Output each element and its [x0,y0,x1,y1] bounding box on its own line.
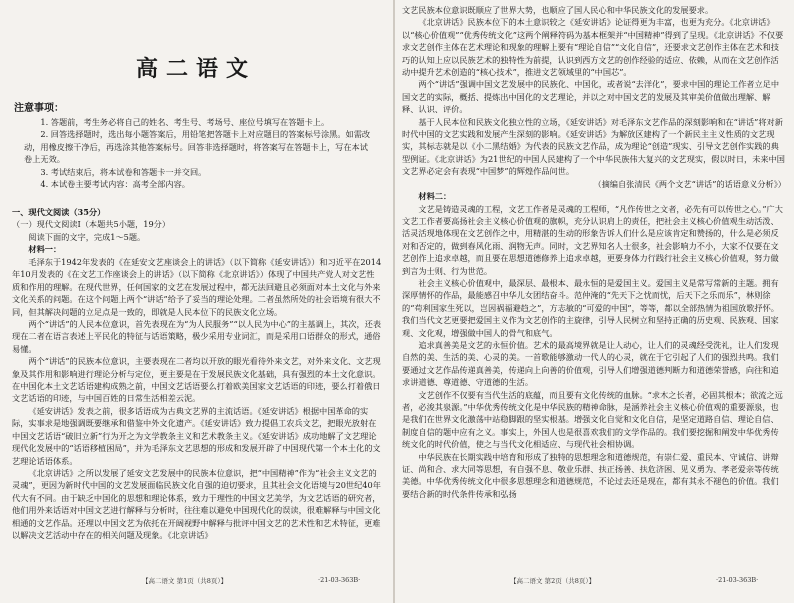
subsection-heading: （一）现代文阅读Ⅰ（本题共5小题，19分） [12,219,171,230]
article-paragraph: 两个“讲话”强调中国文艺发展中的民族化、中国化，或者说“去洋化”，要求中国的理论工作者立足中国文艺的实际，概括、提炼出中国化的文艺理论，并以之对中国文艺的发展及其审美价值做出理解、解释、认识、评价。 [402,79,780,115]
left-page [0,0,392,603]
page-title: 高二语文 [135,56,256,82]
section-heading: 一、现代文阅读（35分） [12,207,106,217]
article-paragraph: 两个“讲话”的民族本位意识，主要表现在二者均以开放的眼光看待外来文艺，对外来文化、文艺现象及其作用和影响进行理论分析与定位，更主要是在于发展民族文化基础，具有强烈的本土文化意识。在中国化本土文艺话语建构成熟之前，中国文艺话语要么打着欧美国家文艺话语的印迹，要么打着俄日文艺话语的印迹，与中国百姓的日常生活相差云泥。 [12,356,381,404]
notice-list [24,116,376,190]
article-paragraph: 《延安讲话》发表之前，很多话语成为古典文艺界的主流话语。《延安讲话》根据中国革命的实际，实事求是地强调既要继承和借鉴中外文化遗产。《延安讲话》致力提倡工农兵文艺，把眼光放射在中国文艺话语“破旧立新”行为开之为文学教条主义和艺术教条主义。《延安讲话》成功地解了文艺理论现代化发展中的“话语移植困局”，并为毛泽东文艺思想的形成和发展开辟了中国现代第一个本土化的文艺理论话语体系。 [12,405,381,466]
source-citation: （摘编自张清民《两个文艺“讲话”的话语意义分析》） [593,178,786,189]
notice-item: 2. 回答选择题时，选出每小题答案后，用铅笔把答题卡上对应题目的答案标号涂黑。如需改动，用橡皮擦干净后，再选涂其他答案标号。回答非选择题时，将答案写在答题卡上，写在本试卷上无效。 [24,129,371,165]
article-paragraph: 两个“讲话”的人民本位意识，首先表现在为“为人民服务”“以人民为中心”的主基调上，其次，还表现在二者在语言表述上平民化的特征与话语策略，极少采用专业词汇，而是采用口语群众的形式，通俗易懂。 [12,319,382,354]
article-paragraph: 文艺创作不仅要有当代生活的底蕴，而且要有文化传统的血脉。“求木之长者，必固其根本；欲流之远者，必浚其泉源。”中华优秀传统文化是中华民族的精神命脉，是涵养社会主义核心价值观的重要源泉，也是我们在世界文化激荡中站稳脚跟的坚实根基。增强文化自觉和文化自信，是坚定道路自信、理论自信、制度自信的题中应有之义。事实上，外国人也是很喜欢我们的文学作品的。我们要挖掘和阐发中华优秀传统文化的时代价值，使之与当代文化相适应、与现代社会相协调。 [402,389,783,450]
article-paragraph: 中华民族在长期实践中培育和形成了独特的思想理念和道德规范，有崇仁爱、重民本、守诚信、讲辩证、尚和合、求大同等思想，有自强不息、敬业乐群、扶正扬善、扶危济困、见义勇为、孝老爱亲等传统美德。中华优秀传统文化中很多思想理念和道德规范，不论过去还是现在，都有其永不褪色的价值。我们要结合新的时代条件传承和弘扬 [402,451,779,499]
article-paragraph: 文艺民族本位意识既顺应了世界大势，也顺应了国人民心和中华民族文化的发展要求。 [402,5,714,15]
article-paragraph: 社会主义核心价值观中，最深层、最根本、最永恒的是爱国主义。爱国主义是常写常新的主题。拥有深厚情怀的作品，最能感召中华儿女团结奋斗。范仲淹的“先天下之忧而忧，后天下之乐而乐”，林则徐的“苟利国家生死以，岂因祸福避趋之”，方志敏的“可爱的中国”，等等，都以全部热情为祖国放歌抒怀。我们当代文艺更要把爱国主义作为文艺创作的主旋律，引导人民树立和坚持正确的历史观、民族观、国家观、文化观，增强做中国人的骨气和底气。 [402,277,779,338]
notice-item: 1. 答题前，考生务必将自己的姓名、考生号、考场号、座位号填写在答题卡上。 [40,117,330,127]
notice-heading: 注意事项： [14,103,64,114]
page-divider [393,0,395,603]
footer-code: ·21-03-363B· [318,576,361,584]
article-paragraph: 追求真善美是文艺的永恒价值。艺术的最高境界就是让人动心，让人们的灵魂经受洗礼，让人们发现自然的美、生活的美、心灵的美。一首歌能够激动一代人的心灵，就在于它引起了人们的强烈共鸣。我们要通过文艺作品传递真善美，传递向上向善的价值观，引导人们增强道德判断力和道德荣誉感，向往和追求讲道德、尊道德、守道德的生活。 [402,339,779,388]
article-body-continued [402,4,786,500]
article-body [12,256,382,541]
footer-code: ·21-03-363B· [716,576,759,584]
article-paragraph: 文艺是铸造灵魂的工程，文艺工作者是灵魂的工程师，“凡作传世之文者，必先有可以传世之心。”广大文艺工作者要高扬社会主义核心价值观的旗帜，充分认识肩上的责任，把社会主义核心价值观生动活泼、活灵活现地体现在文艺创作之中，用精湛的生动的形象告诉人们什么是应该肯定和赞扬的，什么是必须反对和否定的，做到春风化雨、润物无声。同时，文艺界知名人士很多，社会影响力不小，大家不仅要在文艺创作上追求卓越，而且要在思想道德修养上追求卓越，更要身体力行践行社会主义核心价值观，努力做到言为士则、行为世范。 [402,203,783,276]
section-block [12,206,382,256]
material-heading: 材料二： [418,191,452,202]
right-page [396,0,794,603]
article-paragraph: 《北京讲话》之所以发展了延安文艺发展中的民族本位意识，把“中国精神”作为“社会主义文艺的灵魂”，更因为新时代中国的文艺发展面临民族文化自强的迫切要求，且其社会文化语境与20世纪40年代大有不同。由于缺乏中国化的思想和理论体系，致力于理性的中国文艺美学，为文艺话语的研究者，他们用外来话语对中国文艺进行解释与分析时，往往难以避免中国现代化的误读，很难解释与中国文化相通的文艺作品。还理以中国文艺为依托在开阔视野中解释与批评中国文艺的艺术性和艺术特征，更难以解决文艺活动中存在的相关问题及现象。《北京讲话》 [12,467,381,540]
article-paragraph: 毛泽东于1942年发表的《在延安文艺座谈会上的讲话》（以下简称《延安讲话》）和习近平在2014年10月发表的《在文艺工作座谈会上的讲话》（以下简称《北京讲话》）体现了中国共产党人对文艺性质和作用的理解。在现代世界，任何国家的文艺在发展过程中，都无法回避且必须面对本土文化与外来文化关系的问题。在这个问题上两个“讲话”给予了妥当的理论处理。二者虽然所处的社会语境有很大不同，但其解决问题的立足点是一致的，即就是人民本位下的民族文化立场。 [12,257,382,317]
footer-label: 【高二语文 第1页（共8页）】 [142,577,228,585]
notice-item: 3. 考试结束后，将本试卷和答题卡一并交回。 [40,166,207,177]
article-paragraph: 《北京讲话》民族本位下的本土意识较之《延安讲话》论证得更为丰富，也更为充分。《北京讲话》以“核心价值观”“优秀传统文化”这两个阐释符码为基本框架并“中国精神”得到了呈现。《北京讲话》不仅要求文艺创作主体在艺术理论和现象的理解上要有“理论自信”“文化自信”，还要求文艺创作主体在艺术和技巧的认知上应以民族艺术的独特性为前提，认识到西方文艺的创作经验的适应、依赖，从而在文艺创作活动中提升艺术创造的“核心技术”，推进文艺领域里的“中国芯”。 [402,17,784,78]
material-heading: 材料一： [28,244,62,255]
notice-item: 4. 本试卷主要考试内容：高考全部内容。 [40,179,190,190]
instruction-text: 阅读下面的文字，完成1～5题。 [28,231,146,242]
article-paragraph: 基于人民本位和民族文化独立性的立场，《延安讲话》对毛泽东文艺作品的深刻影响和在“讲话”将对新时代中国的文艺实践和发展产生深刻的影响。《延安讲话》为解放区建构了一个新民主主义性质的文艺现实，其标志就是以《小二黑结婚》为代表的民族文艺作品，成为理论“创造”现实、引导文艺创作实践的典型例证。《北京讲话》为21世纪的中国人民建构了一个中华民族伟大复兴的文艺现实，假以时日，未来中国文艺界必定会有表现“中国梦”的辉煌作品问世。 [402,116,785,177]
footer-label: 【高二语文 第2页（共8页）】 [510,577,596,585]
